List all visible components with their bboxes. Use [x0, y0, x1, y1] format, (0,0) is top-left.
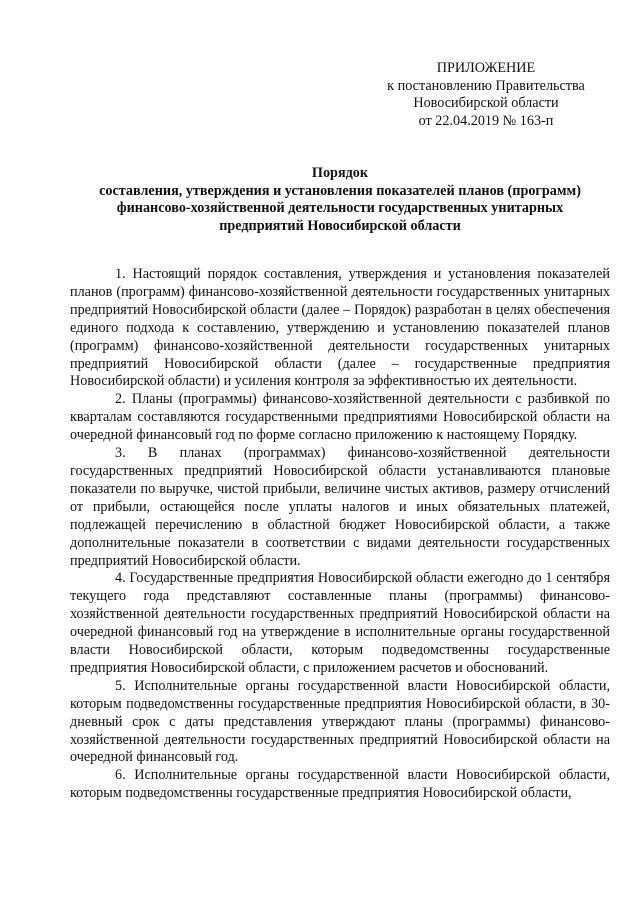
appendix-date-number: от 22.04.2019 № 163-п: [418, 112, 554, 129]
appendix-label: ПРИЛОЖЕНИЕ: [436, 60, 536, 76]
title-line-1: Порядок: [311, 165, 369, 181]
paragraph-5: 5. Исполнительные органы государственной власти Новосибирской области, которым подведомственны государственные предприятия Новосибирской области, в 30-дневный срок с даты представления утверждают планы (программы) финансово-хозяйственной деятельности государственных предприятий Новосибирской области на очередной финансовый год.: [70, 677, 610, 766]
title-line-4: предприятий Новосибирской области: [219, 217, 461, 234]
paragraph-4: 4. Государственные предприятия Новосибирской области ежегодно до 1 сентября текущего года представляют составленные планы (программы) финансово-хозяйственной деятельности государственных предприятий Новосибирской области на очередной финансовый год на утверждение в исполнительные органы государственной власти Новосибирской области, которым подведомственны государственные предприятия Новосибирской области, с приложением расчетов и обоснований.: [70, 570, 610, 676]
appendix-resolution-line: к постановлению Правительства: [387, 77, 585, 94]
title-line-2: составления, утверждения и установления показателей планов (программ): [99, 182, 581, 199]
paragraph-2: 2. Планы (программы) финансово-хозяйственной деятельности с разбивкой по кварталам составляются государственными предприятиями Новосибирской области на очередной финансовый год по форме согласно приложению к настоящему Порядку.: [70, 391, 610, 444]
title-line-3: финансово-хозяйственной деятельности государственных унитарных: [116, 200, 564, 216]
document-title: [70, 165, 610, 235]
paragraph-6: 6. Исполнительные органы государственной власти Новосибирской области, которым подведомственны государственные предприятия Новосибирской области,: [70, 767, 610, 802]
paragraph-3: 3. В планах (программах) финансово-хозяйственной деятельности государственных предприятий Новосибирской области устанавливаются плановые показатели по выручке, чистой прибыли, величине чистых активов, размеру отчислений от прибыли, остающейся после уплаты налогов и иных обязательных платежей, подлежащей перечислению в областной бюджет Новосибирской области, а также дополнительные показатели в соответствии с видами деятельности государственных предприятий Новосибирской области.: [70, 445, 610, 569]
appendix-region-line: Новосибирской области: [413, 95, 559, 111]
appendix-header: [380, 60, 592, 130]
document-body: [70, 266, 610, 803]
paragraph-1: 1. Настоящий порядок составления, утверждения и установления показателей планов (программ) финансово-хозяйственной деятельности государственных унитарных предприятий Новосибирской области (далее – Порядок) разработан в целях обеспечения единого подхода к составлению, утверждению и установлению показателей планов (программ) финансово-хозяйственной деятельности государственных унитарных предприятий Новосибирской области (далее – государственные предприятия Новосибирской области) и усиления контроля за эффективностью их деятельности.: [70, 266, 610, 390]
